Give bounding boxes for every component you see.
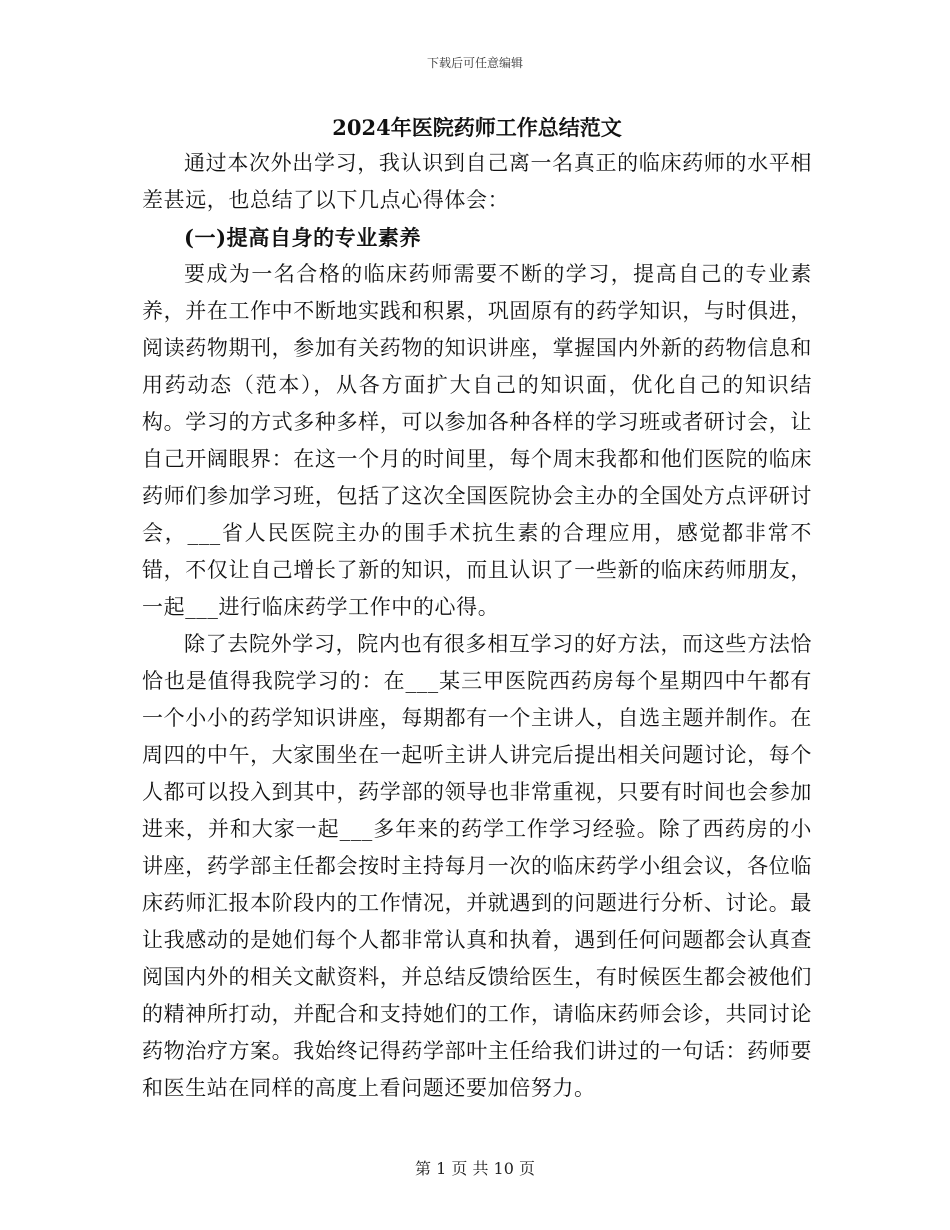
document-title: 2024年医院药师工作总结范文 <box>332 115 622 140</box>
section-heading: (一)提高自身的专业素养 <box>184 225 422 250</box>
page-number: 第 1 页 共 10 页 <box>415 1159 535 1178</box>
body-paragraph-2: 除了去院外学习，院内也有很多相互学习的好方法，而这些方法恰恰也是值得我院学习的：在___某三甲医院西药房每个星期四中午都有一个小小的药学知识讲座，每期都有一个主讲人，自选主题并制作。在周四的中午，大家围坐在一起听主讲人讲完后提出相关问题讨论，每个人都可以投入到其中，药学部的领导也非常重视，只要有时间也会参加进来，并和大家一起___多年来的药学工作学习经验。除了西药房的小讲座，药学部主任都会按时主持每月一次的临床药学小组会议，各位临床药师汇报本阶段内的工作情况，并就遇到的问题进行分析、讨论。最让我感动的是她们每个人都非常认真和执着，遇到任何问题都会认真查阅国内外的相关文献资料，并总结反馈给医生，有时候医生都会被他们的精神所打动，并配合和支持她们的工作，请临床药师会诊，共同讨论药物治疗方案。我始终记得药学部叶主任给我们讲过的一句话：药师要和医生站在同样的高度上看问题还要加倍努力。 <box>142 632 812 1100</box>
intro-paragraph: 通过本次外出学习，我认识到自己离一名真正的临床药师的水平相差甚远，也总结了以下几点心得体会： <box>142 151 812 212</box>
download-edit-note: 下载后可任意编辑 <box>426 56 523 70</box>
document-body <box>142 112 812 1107</box>
body-paragraph-1: 要成为一名合格的临床药师需要不断的学习，提高自己的专业素养，并在工作中不断地实践和积累，巩固原有的药学知识，与时俱进，阅读药物期刊，参加有关药物的知识讲座，掌握国内外新的药物信息和用药动态（范本），从各方面扩大自己的知识面，优化自己的知识结构。学习的方式多种多样，可以参加各种各样的学习班或者研讨会，让自己开阔眼界：在这一个月的时间里，每个周末我都和他们医院的临床药师们参加学习班，包括了这次全国医院协会主办的全国处方点评研讨会，___省人民医院主办的围手术抗生素的合理应用，感觉都非常不错，不仅让自己增长了新的知识，而且认识了一些新的临床药师朋友，一起___进行临床药学工作中的心得。 <box>142 262 812 619</box>
